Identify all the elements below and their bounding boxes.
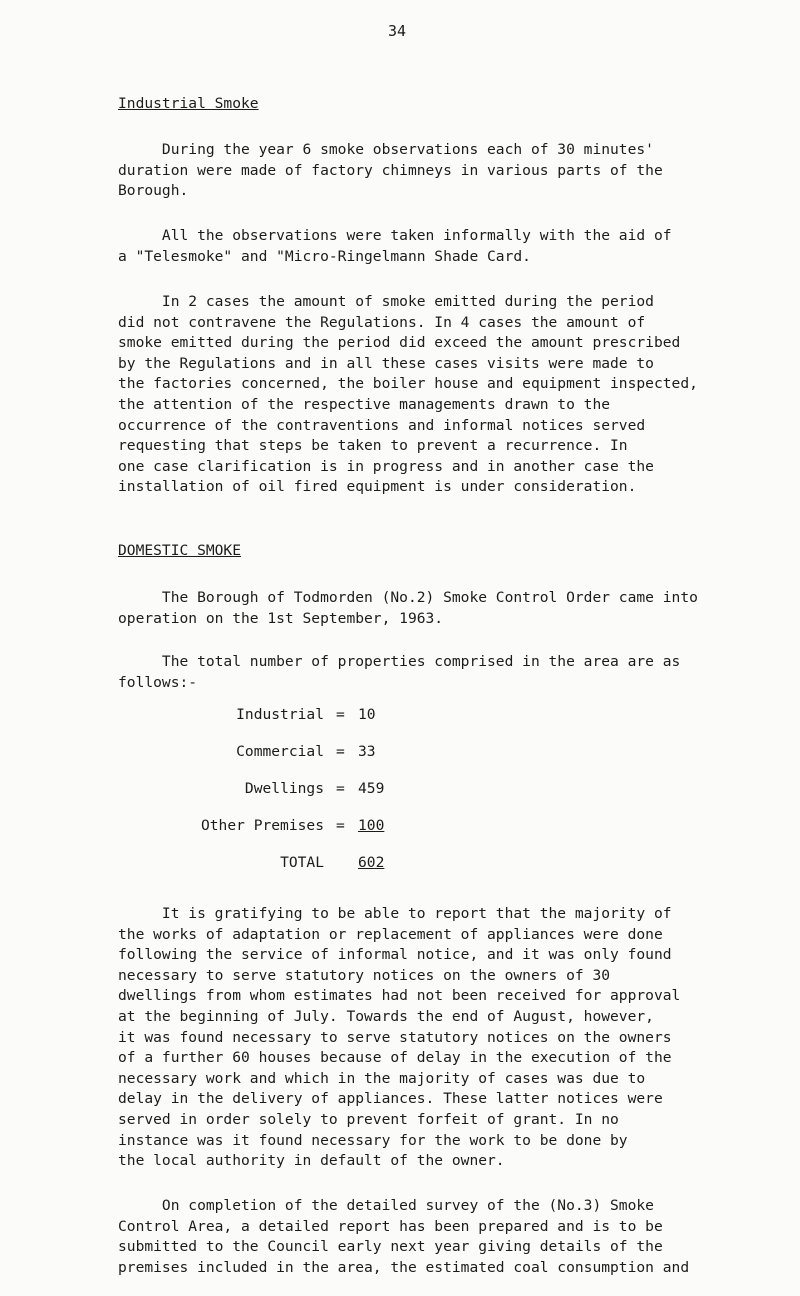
table-row-value: 459 (358, 780, 385, 797)
page-number: 34 (388, 22, 407, 40)
table-row-label: Dwellings (244, 780, 324, 797)
heading-domestic-smoke: DOMESTIC SMOKE (118, 542, 242, 559)
table-total-value: 602 (358, 854, 385, 871)
table-row-label: Industrial (236, 706, 324, 723)
table-row (0, 815, 800, 837)
heading-industrial-smoke: Industrial Smoke (118, 95, 259, 112)
table-row-value: 10 (358, 706, 376, 723)
table-row (0, 778, 800, 800)
paragraph-domestic-1: The Borough of Todmorden (No.2) Smoke Control Order came into operation on the 1st September, 1963. (118, 589, 698, 627)
table-row-value: 33 (358, 743, 376, 760)
paragraph-industrial-2: All the observations were taken informally with the aid of a "Telesmoke" and "Micro-Ringelmann Shade Card. (118, 227, 672, 265)
table-row-label: Commercial (236, 743, 324, 760)
paragraph-domestic-4: On completion of the detailed survey of the (No.3) Smoke Control Area, a detailed report has been prepared and is to be submitted to the Council early next year giving details of the premises included in the area, the estimated coal consumption and (118, 1197, 690, 1276)
table-row-separator: = (336, 780, 345, 797)
table-row-separator: = (336, 817, 345, 834)
table-row-separator: = (336, 706, 345, 723)
table-total-row (0, 852, 800, 874)
table-row (0, 704, 800, 726)
paragraph-domestic-3: It is gratifying to be able to report that the majority of the works of adaptation or replacement of appliances were done following the service of informal notice, and it was only found necessary to serve statutory notices on the owners of 30 dwellings from whom estimates had not been received for approval at the beginning of July. Towards the end of August, however, it was found necessary to serve statutory notices on the owners of a further 60 houses because of delay in the execution of the necessary work and which in the majority of cases was due to delay in the delivery of appliances. These latter notices were served in order solely to prevent forfeit of grant. In no instance was it found necessary for the work to be done by the local authority in default of the owner. (118, 905, 681, 1170)
paragraph-domestic-2: The total number of properties comprised in the area are as follows:- (118, 653, 681, 691)
table-row-separator: = (336, 743, 345, 760)
paragraph-industrial-1: During the year 6 smoke observations each of 30 minutes' duration were made of factory chimneys in various parts of the Borough. (118, 141, 663, 200)
table-row (0, 741, 800, 763)
paragraph-industrial-3: In 2 cases the amount of smoke emitted during the period did not contravene the Regulations. In 4 cases the amount of smoke emitted during the period did exceed the amount prescribed by the Regulations and in all these cases visits were made to the factories concerned, the boiler house and equipment inspected, the attention of the respective managements drawn to the occurrence of the contraventions and informal notices served requesting that steps be taken to prevent a recurrence. In one case clarification is in progress and in another case the installation of oil fired equipment is under consideration. (118, 293, 698, 496)
table-row-value: 100 (358, 817, 385, 834)
table-total-label: TOTAL (280, 854, 324, 871)
table-row-label: Other Premises (200, 817, 324, 834)
